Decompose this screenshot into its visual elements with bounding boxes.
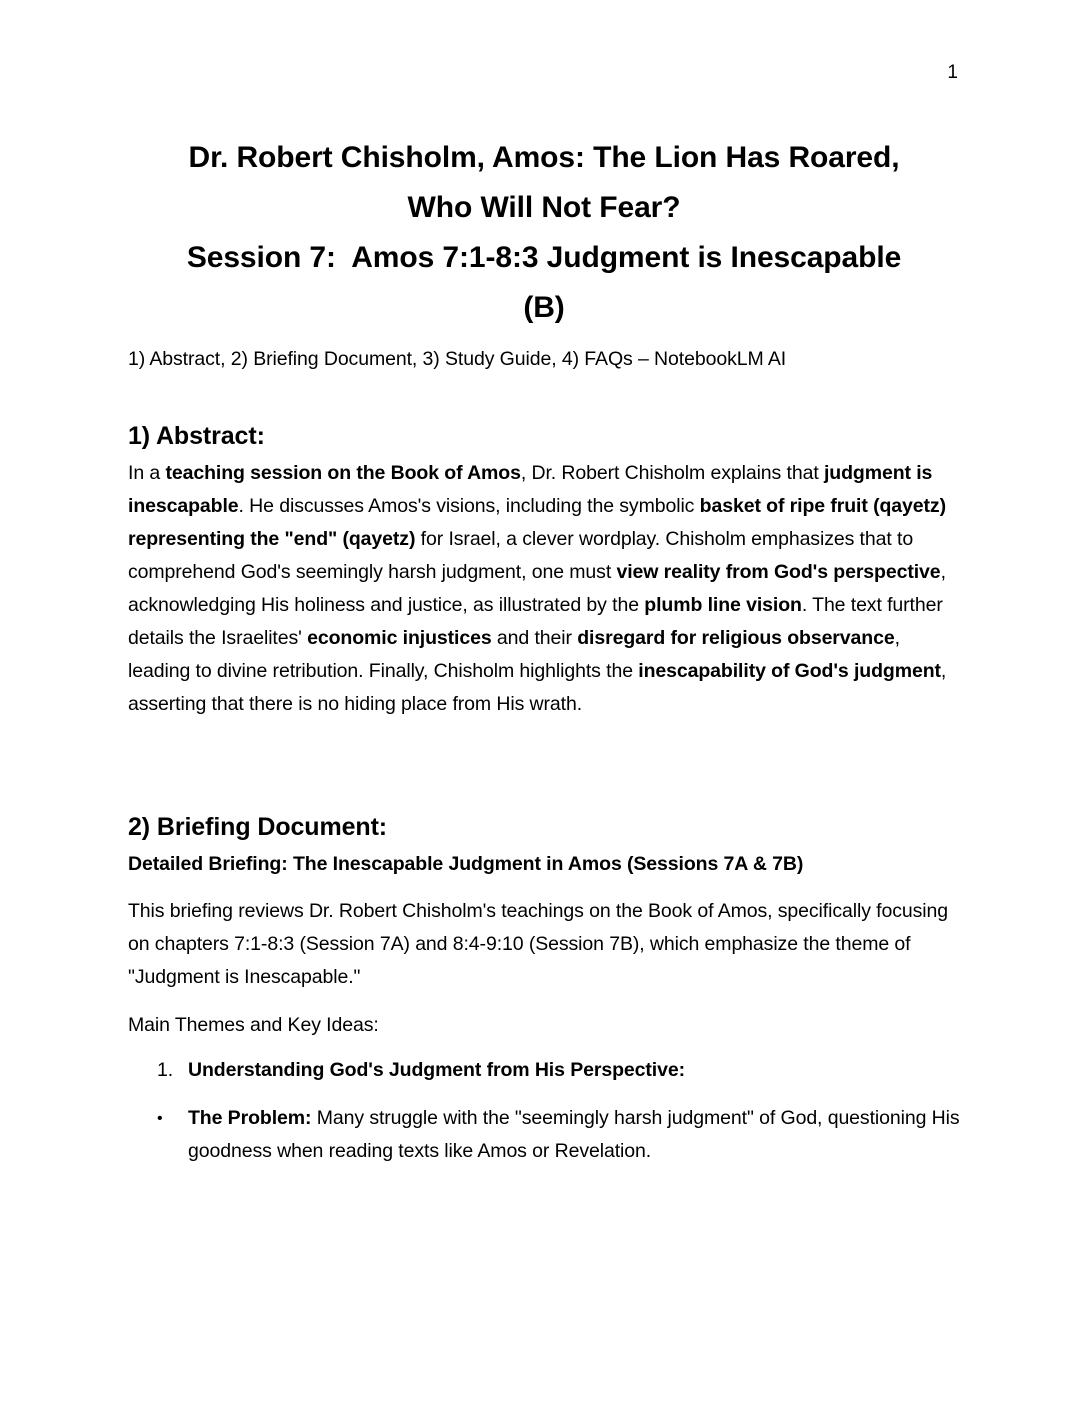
briefing-intro-paragraph: This briefing reviews Dr. Robert Chisholm's teachings on the Book of Amos, specifically focusing on chapters 7:1-8:3 (Session 7A) and 8:4-9:10 (Session 7B), which emphasize the theme of "Judgment is Inescapable." [128, 900, 948, 988]
title-line-2: Who Will Not Fear? [407, 191, 681, 224]
briefing-subheading: Detailed Briefing: The Inescapable Judgment in Amos (Sessions 7A & 7B) [128, 853, 804, 875]
main-themes-label: Main Themes and Key Ideas: [128, 1014, 379, 1036]
title-line-3: Session 7: Amos 7:1-8:3 Judgment is Inescapable [186, 241, 902, 274]
contents-summary-line: 1) Abstract, 2) Briefing Document, 3) Study Guide, 4) FAQs – NotebookLM AI [128, 348, 787, 370]
title-line-4: (B) [523, 291, 565, 324]
abstract-section-heading: 1) Abstract: [128, 422, 265, 450]
briefing-section-heading: 2) Briefing Document: [128, 813, 388, 841]
numbered-item-text: Understanding God's Judgment from His Perspective: [188, 1059, 685, 1081]
title-line-1: Dr. Robert Chisholm, Amos: The Lion Has Roared, [188, 141, 900, 174]
list-number: 1. [157, 1059, 174, 1081]
numbered-list-item [128, 1054, 960, 1087]
page-number: 1 [947, 62, 958, 83]
document-title [128, 133, 960, 333]
bullet-icon: • [157, 1110, 163, 1127]
abstract-paragraph: In a teaching session on the Book of Amos, Dr. Robert Chisholm explains that judgment is inescapable. He discusses Amos's visions, including the symbolic basket of ripe fruit (qayetz) representing the "end" (qayetz) for Israel, a clever wordplay. Chisholm emphasizes that to comprehend God's seemingly harsh judgment, one must view reality from God's perspective, acknowledging His holiness and justice, as illustrated by the plumb line vision. The text further details the Israelites' economic injustices and their disregard for religious observance, leading to divine retribution. Finally, Chisholm highlights the inescapability of God's judgment, asserting that there is no hiding place from His wrath. [128, 462, 947, 715]
bullet-item-text: The Problem: Many struggle with the "seemingly harsh judgment" of God, questioning His goodness when reading texts like Amos or Revelation. [188, 1107, 960, 1162]
bullet-list-item [128, 1102, 960, 1168]
